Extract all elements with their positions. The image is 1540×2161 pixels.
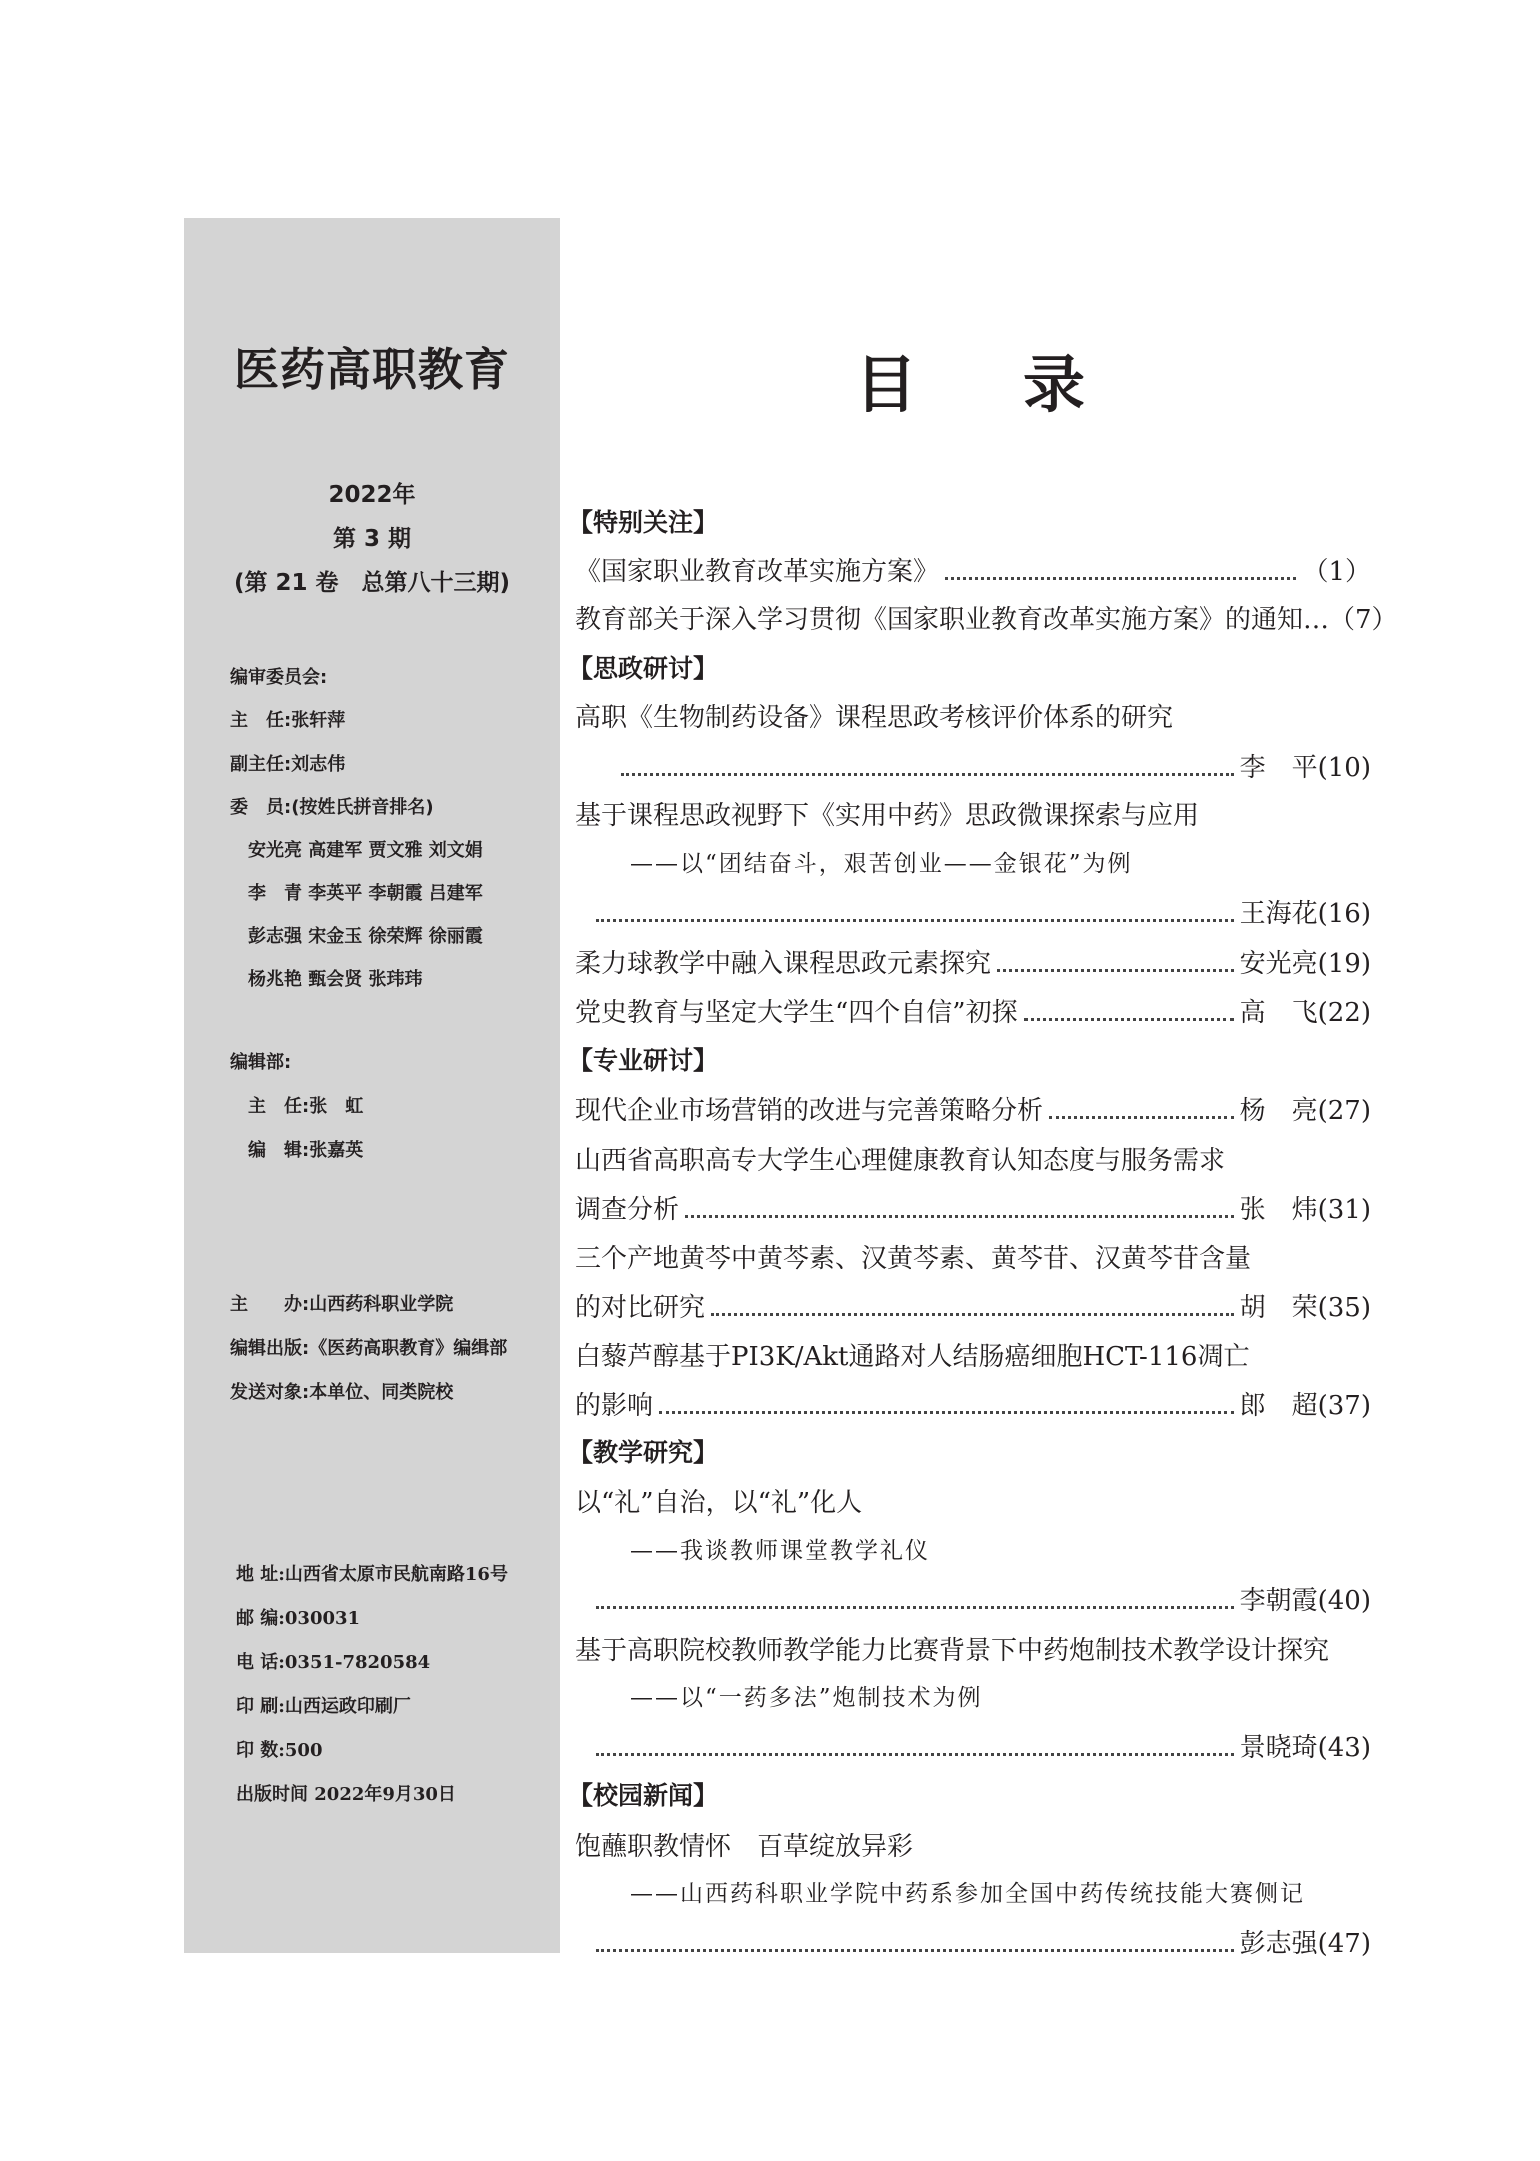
toc-entry-title[interactable]: 饱蘸职教情怀 百草绽放异彩 (575, 1832, 914, 1862)
sidebar-panel (184, 218, 560, 1953)
toc-entry-subtitle: ——我谈教师课堂教学礼仪 (630, 1538, 930, 1564)
committee-members-line: 安光亮 高建军 贾文雅 刘文娟 (248, 840, 483, 861)
toc-entry-title[interactable]: 三个产地黄芩中黄芩素、汉黄芩素、黄芩苷、汉黄芩苷含量 (575, 1244, 1252, 1274)
toc-entry-author-page: 李朝霞(40) (1239, 1586, 1371, 1616)
toc-entry[interactable] (575, 943, 1371, 980)
committee-members-label: 委 员:(按姓氏拼音排名) (230, 797, 434, 818)
toc-entry-author-page: 李 平(10) (1239, 753, 1371, 783)
toc-entry[interactable] (575, 551, 1371, 588)
editorial-director: 主 任:张 虹 (248, 1096, 364, 1117)
toc-entry[interactable] (575, 1189, 1371, 1226)
committee-members-line: 彭志强 宋金玉 徐荣辉 徐丽霞 (248, 926, 483, 947)
editorial-editor: 编 辑:张嘉英 (248, 1140, 364, 1161)
leader-dots (945, 577, 1296, 580)
postcode: 邮 编:030031 (236, 1608, 361, 1629)
toc-entry-subtitle: ——山西药科职业学院中药系参加全国中药传统技能大赛侧记 (630, 1881, 1305, 1907)
issue-number: 第 3 期 (332, 526, 412, 552)
toc-entry-subtitle: ——以“团结奋斗，艰苦创业——金银花”为例 (630, 851, 1133, 877)
toc-entry-leader (590, 1923, 1371, 1960)
committee-members-line: 李 青 李英平 李朝霞 吕建军 (248, 883, 483, 904)
toc-entry-title: 教育部关于深入学习贯彻《国家职业教育改革实施方案》的通知… (575, 605, 1330, 635)
toc-title-char: 目 (855, 348, 918, 421)
toc-title (855, 335, 1085, 421)
journal-title: 医药高职教育 (233, 343, 510, 396)
toc-entry-leader (590, 893, 1371, 930)
toc-entry-title: 《国家职业教育改革实施方案》 (575, 557, 940, 587)
leader-dots (685, 1215, 1234, 1218)
toc-entry-page: （7） (1329, 605, 1398, 635)
toc-entry-page: （1） (1302, 557, 1371, 587)
toc-entry-title[interactable]: 高职《生物制药设备》课程思政考核评价体系的研究 (575, 703, 1174, 733)
toc-entry-title: 现代企业市场营销的改进与完善策略分析 (575, 1096, 1044, 1126)
toc-entry-leader (590, 1727, 1371, 1764)
leader-dots (596, 1753, 1234, 1756)
toc-entry[interactable] (575, 1385, 1371, 1422)
committee-label: 编审委员会: (230, 667, 328, 688)
toc-entry-author-page: 张 炜(31) (1239, 1195, 1371, 1225)
toc-entry[interactable] (575, 599, 1398, 636)
leader-dots (596, 1606, 1234, 1609)
print-count: 印 数:500 (236, 1740, 323, 1761)
section-heading: 【特别关注】 (568, 508, 719, 537)
toc-entry-author-page: 彭志强(47) (1239, 1929, 1371, 1959)
toc-entry-title: 党史教育与坚定大学生“四个自信”初探 (575, 998, 1018, 1028)
toc-entry-title[interactable]: 基于高职院校教师教学能力比赛背景下中药炮制技术教学设计探究 (575, 1636, 1330, 1666)
section-heading: 【专业研讨】 (568, 1046, 719, 1075)
leader-dots (621, 773, 1234, 776)
section-heading: 【思政研讨】 (568, 654, 719, 683)
toc-entry-title: 柔力球教学中融入课程思政元素探究 (575, 949, 992, 979)
sponsor: 主 办:山西药科职业学院 (230, 1294, 454, 1315)
distribution: 发送对象:本单位、同类院校 (230, 1382, 454, 1403)
issue-volume: (第 21 卷 总第八十三期) (233, 570, 511, 596)
toc-entry-author-page: 郎 超(37) (1239, 1391, 1371, 1421)
issue-year: 2022年 (328, 482, 416, 508)
publisher: 编辑出版:《医药高职教育》编缉部 (230, 1338, 508, 1359)
editorial-label: 编辑部: (230, 1052, 292, 1073)
leader-dots (1049, 1116, 1234, 1119)
toc-entry-leader (615, 747, 1371, 784)
toc-entry-author-page: 高 飞(22) (1239, 998, 1371, 1028)
committee-members-line: 杨兆艳 甄会贤 张玮玮 (248, 969, 423, 990)
toc-entry[interactable] (575, 1287, 1371, 1324)
toc-entry[interactable] (575, 992, 1371, 1029)
toc-entry-author-page: 景晓琦(43) (1239, 1733, 1371, 1763)
toc-entry-title: 的对比研究 (575, 1293, 706, 1323)
toc-entry-title: 的影响 (575, 1391, 654, 1421)
toc-entry-author-page: 胡 荣(35) (1239, 1293, 1371, 1323)
leader-dots (997, 969, 1234, 972)
leader-dots (1024, 1018, 1234, 1021)
publication-date: 出版时间 2022年9月30日 (236, 1784, 456, 1805)
toc-entry-title[interactable]: 山西省高职高专大学生心理健康教育认知态度与服务需求 (575, 1146, 1226, 1176)
toc-entry-title[interactable]: 以“礼”自治，以“礼”化人 (575, 1488, 863, 1518)
toc-entry-leader (590, 1580, 1371, 1617)
toc-entry-subtitle: ——以“一药多法”炮制技术为例 (630, 1685, 983, 1711)
toc-entry-title: 调查分析 (575, 1195, 680, 1225)
toc-entry-author-page: 王海花(16) (1239, 899, 1371, 929)
leader-dots (711, 1313, 1234, 1316)
toc-title-char: 录 (1022, 348, 1085, 421)
committee-deputy: 副主任:刘志伟 (230, 754, 346, 775)
leader-dots (596, 1949, 1234, 1952)
phone: 电 话:0351-7820584 (236, 1652, 431, 1673)
leader-dots (596, 919, 1234, 922)
toc-entry[interactable] (575, 1090, 1371, 1127)
committee-director: 主 任:张轩萍 (230, 710, 346, 731)
toc-entry-title[interactable]: 基于课程思政视野下《实用中药》思政微课探索与应用 (575, 801, 1200, 831)
section-heading: 【教学研究】 (568, 1438, 719, 1467)
toc-entry-author-page: 杨 亮(27) (1239, 1096, 1371, 1126)
toc-entry-author-page: 安光亮(19) (1239, 949, 1371, 979)
toc-entry-title[interactable]: 白藜芦醇基于PI3K/Akt通路对人结肠癌细胞HCT-116凋亡 (575, 1342, 1250, 1372)
section-heading: 【校园新闻】 (568, 1781, 719, 1810)
address: 地 址:山西省太原市民航南路16号 (236, 1564, 508, 1585)
printer: 印 刷:山西运政印刷厂 (236, 1696, 411, 1717)
leader-dots (659, 1411, 1234, 1414)
